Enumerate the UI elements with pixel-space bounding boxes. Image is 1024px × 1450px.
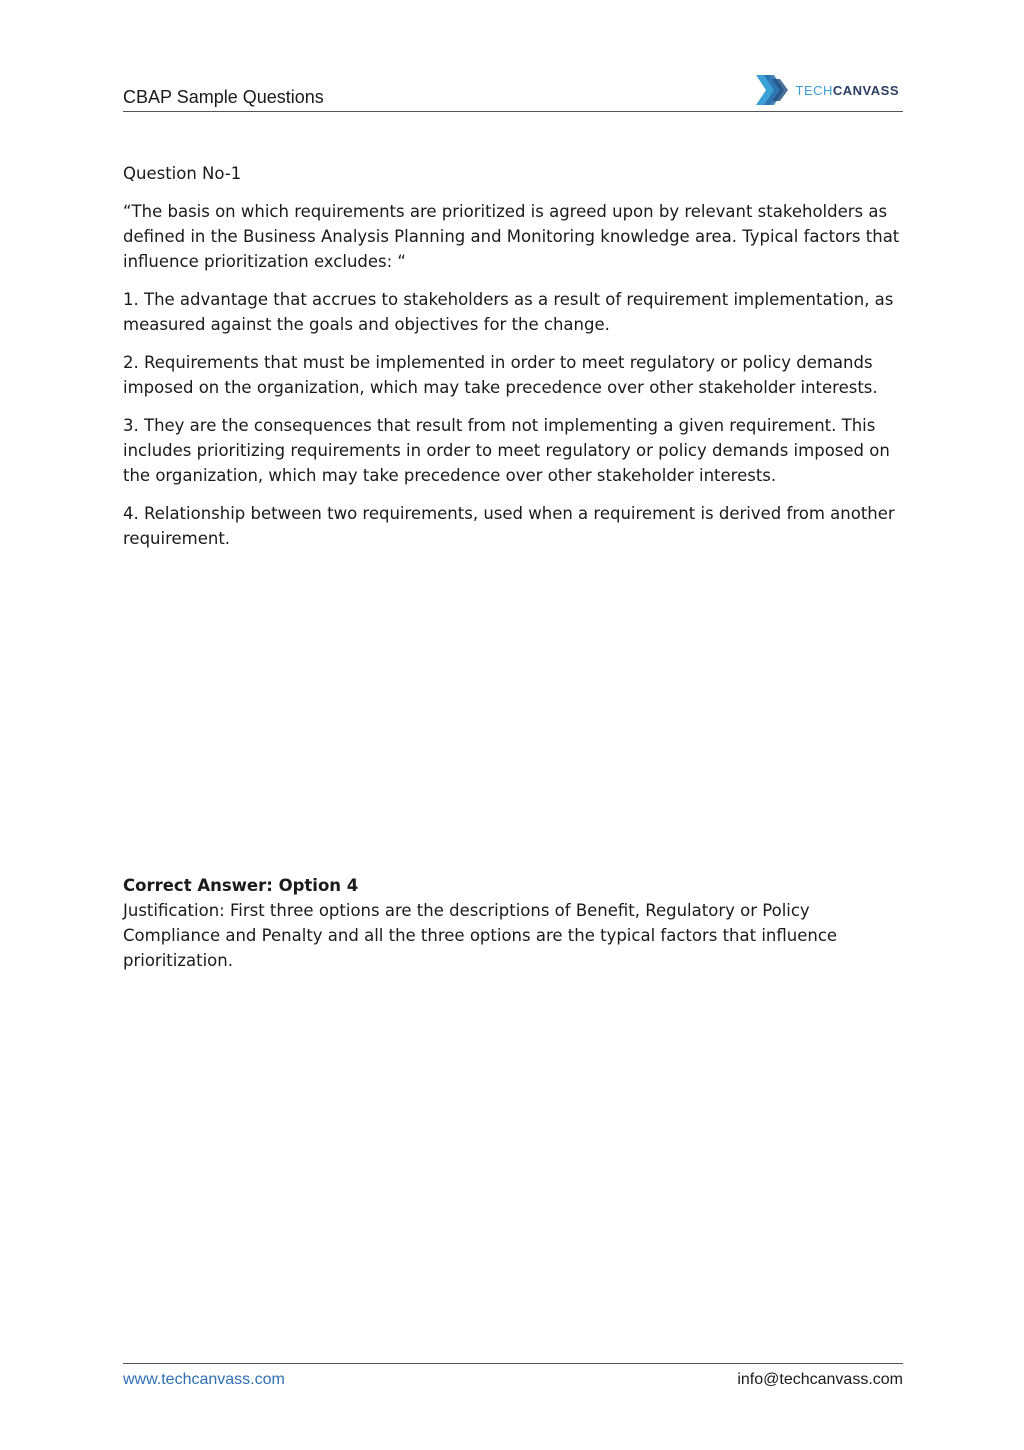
logo-text-tech: TECH <box>795 82 833 98</box>
page-header <box>123 70 903 112</box>
option-3: 3. They are the consequences that result from not implementing a given requirement. This includes prioritizing requirements in order to meet regulatory or policy demands imposed on the organization, which may take precedence over other stakeholder interests. <box>123 416 890 485</box>
question-number: Question No-1 <box>123 164 242 183</box>
justification-text: Justification: First three options are the descriptions of Benefit, Regulatory or Policy Compliance and Penalty and all the three options are the typical factors that influence prioritization. <box>123 901 838 970</box>
correct-answer-heading: Correct Answer: Option 4 <box>123 876 359 895</box>
option-4: 4. Relationship between two requirements, used when a requirement is derived from another requirement. <box>123 504 895 548</box>
question-section <box>123 161 908 564</box>
page-footer <box>123 1363 903 1394</box>
logo-text-canvass: CANVASS <box>832 82 899 98</box>
logo-text <box>796 83 900 98</box>
techcanvass-chevron-logo-icon <box>756 75 792 105</box>
answer-section <box>123 873 908 973</box>
option-1: 1. The advantage that accrues to stakeholders as a result of requirement implementation, as measured against the goals and objectives for the change. <box>123 290 894 334</box>
techcanvass-logo <box>756 74 900 106</box>
website-link[interactable]: www.techcanvass.com <box>123 1371 285 1388</box>
contact-email: info@techcanvass.com <box>737 1371 903 1388</box>
question-prompt: “The basis on which requirements are prioritized is agreed upon by relevant stakeholders as defined in the Business Analysis Planning and Monitoring knowledge area. Typical factors that influence prioritization excludes: “ <box>123 202 900 271</box>
option-2: 2. Requirements that must be implemented in order to meet regulatory or policy demands imposed on the organization, which may take precedence over other stakeholder interests. <box>123 353 878 397</box>
header-title: CBAP Sample Questions <box>123 87 324 107</box>
